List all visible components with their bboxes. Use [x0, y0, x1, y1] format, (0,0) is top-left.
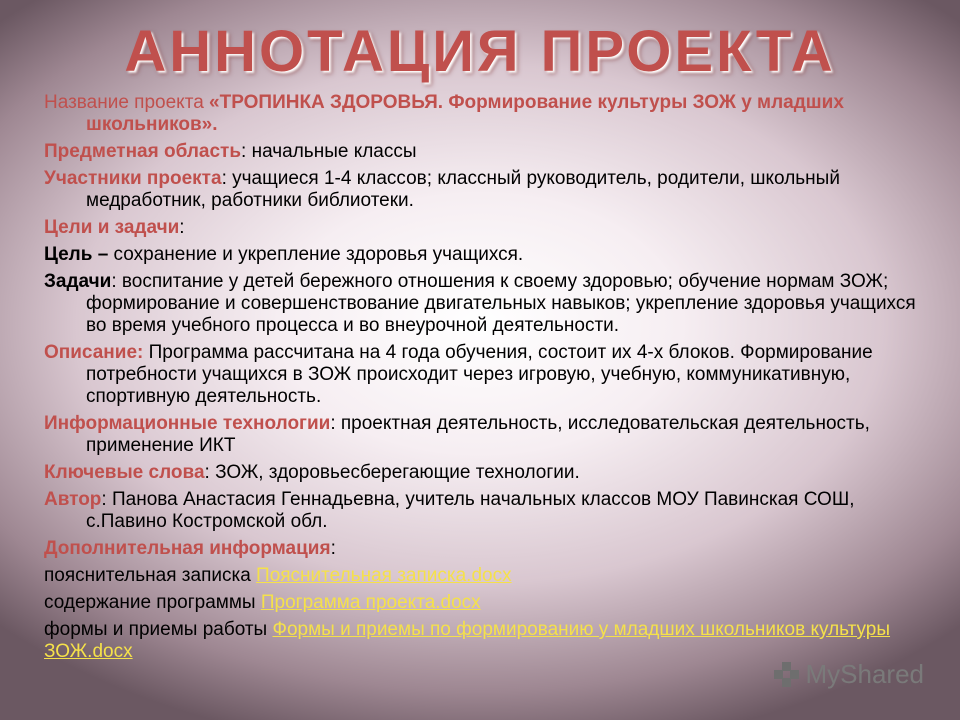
description-label: Описание: [44, 342, 144, 363]
description-value: Программа рассчитана на 4 года обучения, состоит их 4-х блоков. Формирование потребности учащихся в ЗОЖ происходит через игровую, учебную, коммуникативную, спортивную деятельность. [86, 342, 873, 407]
project-name [44, 92, 924, 136]
program-doc-link[interactable]: Программа проекта.docx [260, 592, 481, 613]
information-technologies [44, 413, 924, 457]
it-label: Информационные технологии [44, 413, 331, 434]
keywords-label: Ключевые слова [44, 462, 205, 483]
author-value: : Панова Анастасия Геннадьевна, учитель начальных классов МОУ Павинская СОШ, с.Павино Костромской обл. [86, 489, 855, 532]
extra-colon: : [330, 538, 336, 559]
link-row-note [44, 565, 924, 587]
subject-area [44, 141, 924, 163]
keywords [44, 462, 924, 484]
goal-value: сохранение и укрепление здоровья учащихся. [108, 244, 524, 265]
tasks [44, 271, 924, 337]
forms-doc-link[interactable]: Формы и приемы по формированию у младших школьников культуры ЗОЖ.docx [44, 619, 891, 662]
goals-label: Цели и задачи [44, 217, 180, 238]
description [44, 342, 924, 408]
participants [44, 168, 924, 212]
goal-label: Цель – [44, 244, 109, 265]
goal [44, 244, 924, 266]
extra-label: Дополнительная информация [44, 538, 331, 559]
tasks-label: Задачи [44, 271, 112, 292]
goals-heading [44, 217, 924, 239]
additional-info [44, 538, 924, 560]
keywords-value: : ЗОЖ, здоровьесберегающие технологии. [204, 462, 580, 483]
link-row-program [44, 592, 924, 614]
myshared-logo-icon [774, 662, 800, 688]
it-value: : проектная деятельность, исследовательская деятельность, применение ИКТ [86, 413, 870, 456]
watermark-text: MyShared [805, 659, 924, 689]
link-row-forms [44, 619, 924, 663]
author [44, 489, 924, 533]
project-name-value: «ТРОПИНКА ЗДОРОВЬЯ. Формирование культуры ЗОЖ у младших школьников». [86, 92, 844, 135]
annotation-body [44, 92, 924, 668]
slide-title: АННОТАЦИЯ ПРОЕКТА [124, 19, 836, 84]
participants-value: : учащиеся 1-4 классов; классный руководитель, родители, школьный медработник, работники библиотеки. [86, 168, 840, 211]
subject-value: : начальные классы [241, 141, 417, 162]
author-label: Автор [44, 489, 102, 510]
tasks-value: : воспитание у детей бережного отношения к своему здоровью; обучение нормам ЗОЖ; формирование и совершенствование двигательных навыков; укрепление здоровья учащихся во время учебного процесса и во внеурочной деятельности. [86, 271, 916, 336]
link-prefix-note: пояснительная записка [44, 565, 257, 586]
link-prefix-forms: формы и приемы работы [44, 619, 273, 640]
myshared-watermark [774, 659, 925, 690]
note-doc-link[interactable]: Пояснительная записка.docx [256, 565, 512, 586]
participants-label: Участники проекта [44, 168, 222, 189]
project-name-label: Название проекта [44, 92, 204, 113]
subject-label: Предметная область [44, 141, 242, 162]
goals-colon: : [179, 217, 185, 238]
link-prefix-program: содержание программы [44, 592, 261, 613]
